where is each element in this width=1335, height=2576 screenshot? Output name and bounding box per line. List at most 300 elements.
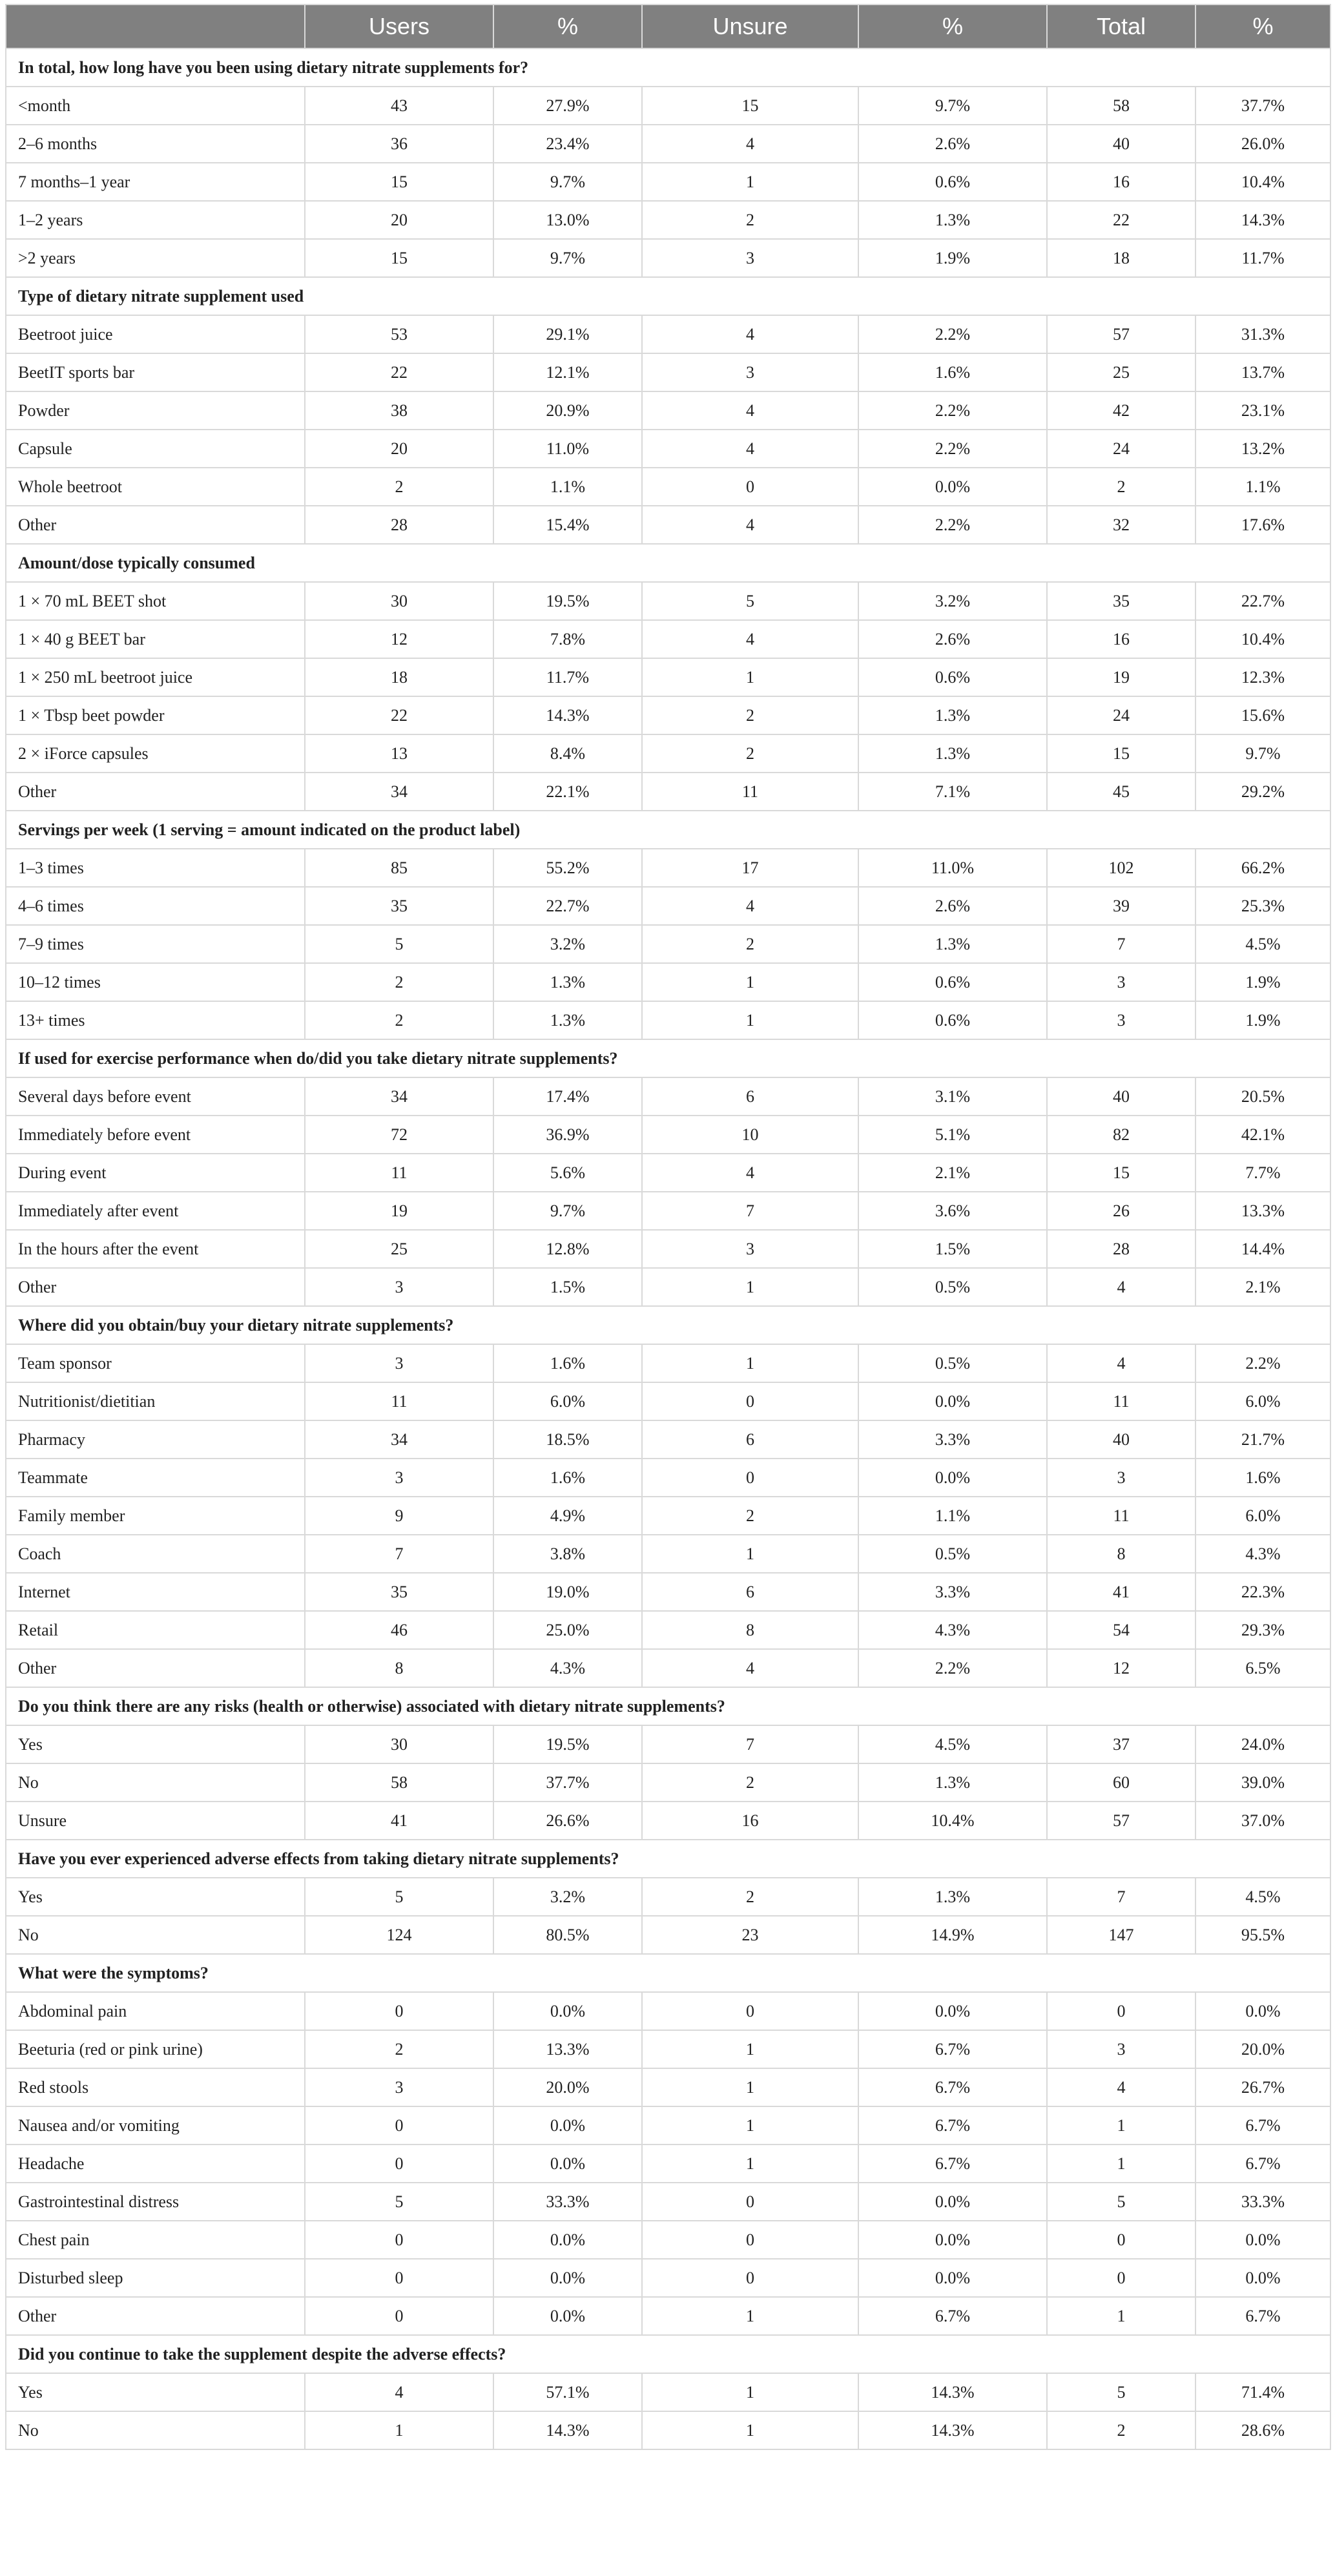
unsure-count: 1 [642,1535,858,1573]
table-row [6,2068,1330,2106]
unsure-count: 0 [642,1382,858,1420]
unsure-percent: 0.0% [858,468,1047,506]
unsure-count: 5 [642,582,858,620]
users-percent: 19.0% [493,1573,642,1611]
users-count: 85 [305,849,493,887]
users-count: 7 [305,1535,493,1573]
unsure-percent: 6.7% [858,2297,1047,2335]
row-label: No [6,2411,305,2449]
unsure-count: 2 [642,1763,858,1802]
total-percent: 22.7% [1195,582,1330,620]
users-count: 5 [305,1878,493,1916]
unsure-count: 0 [642,1459,858,1497]
table-row [6,391,1330,430]
table-row [6,163,1330,201]
total-count: 11 [1047,1382,1195,1420]
table-row [6,582,1330,620]
section-title: Servings per week (1 serving = amount indicated on the product label) [6,811,1330,849]
row-label: Immediately after event [6,1192,305,1230]
unsure-percent: 2.2% [858,315,1047,353]
section-title: Have you ever experienced adverse effects from taking dietary nitrate supplements? [6,1840,1330,1878]
total-percent: 4.5% [1195,925,1330,963]
total-percent: 23.1% [1195,391,1330,430]
section-header-row [6,544,1330,582]
users-count: 0 [305,1992,493,2030]
unsure-percent: 11.0% [858,849,1047,887]
unsure-percent: 1.3% [858,734,1047,773]
unsure-count: 15 [642,87,858,125]
total-count: 1 [1047,2145,1195,2183]
total-percent: 95.5% [1195,1916,1330,1954]
unsure-count: 2 [642,1497,858,1535]
users-count: 0 [305,2106,493,2145]
users-count: 5 [305,925,493,963]
users-percent: 0.0% [493,2297,642,2335]
table-row [6,506,1330,544]
unsure-percent: 3.2% [858,582,1047,620]
users-percent: 37.7% [493,1763,642,1802]
section-header-row [6,811,1330,849]
row-label: Yes [6,2373,305,2411]
unsure-count: 1 [642,963,858,1001]
users-percent: 0.0% [493,2221,642,2259]
total-count: 35 [1047,582,1195,620]
unsure-percent: 3.6% [858,1192,1047,1230]
unsure-percent: 0.0% [858,1459,1047,1497]
total-count: 40 [1047,125,1195,163]
total-percent: 33.3% [1195,2183,1330,2221]
users-percent: 3.8% [493,1535,642,1573]
total-count: 18 [1047,239,1195,277]
unsure-count: 23 [642,1916,858,1954]
total-count: 24 [1047,696,1195,734]
total-count: 19 [1047,658,1195,696]
total-count: 60 [1047,1763,1195,1802]
users-percent: 5.6% [493,1154,642,1192]
users-count: 11 [305,1154,493,1192]
unsure-percent: 0.6% [858,163,1047,201]
unsure-count: 4 [642,125,858,163]
header-users-percent: % [493,5,642,48]
table-row [6,658,1330,696]
unsure-count: 1 [642,2030,858,2068]
total-count: 58 [1047,87,1195,125]
total-count: 15 [1047,1154,1195,1192]
users-count: 25 [305,1230,493,1268]
unsure-count: 1 [642,2145,858,2183]
unsure-count: 1 [642,658,858,696]
row-label: Coach [6,1535,305,1573]
unsure-percent: 2.6% [858,125,1047,163]
users-percent: 55.2% [493,849,642,887]
users-count: 30 [305,582,493,620]
users-percent: 7.8% [493,620,642,658]
row-label: Internet [6,1573,305,1611]
total-percent: 21.7% [1195,1420,1330,1459]
row-label: >2 years [6,239,305,277]
total-percent: 14.4% [1195,1230,1330,1268]
section-title: What were the symptoms? [6,1954,1330,1992]
unsure-count: 3 [642,1230,858,1268]
unsure-percent: 0.6% [858,1001,1047,1039]
unsure-count: 7 [642,1192,858,1230]
total-percent: 13.3% [1195,1192,1330,1230]
unsure-count: 4 [642,430,858,468]
users-percent: 57.1% [493,2373,642,2411]
row-label: Family member [6,1497,305,1535]
users-count: 46 [305,1611,493,1649]
users-percent: 1.3% [493,963,642,1001]
users-count: 13 [305,734,493,773]
users-percent: 11.0% [493,430,642,468]
unsure-count: 4 [642,391,858,430]
users-percent: 17.4% [493,1077,642,1116]
header-unsure-percent: % [858,5,1047,48]
row-label: 1 × 40 g BEET bar [6,620,305,658]
total-count: 42 [1047,391,1195,430]
total-percent: 0.0% [1195,1992,1330,2030]
users-count: 3 [305,2068,493,2106]
unsure-percent: 0.5% [858,1344,1047,1382]
users-count: 19 [305,1192,493,1230]
unsure-count: 7 [642,1725,858,1763]
row-label: <month [6,87,305,125]
total-percent: 9.7% [1195,734,1330,773]
total-count: 41 [1047,1573,1195,1611]
unsure-percent: 1.5% [858,1230,1047,1268]
unsure-percent: 14.3% [858,2411,1047,2449]
users-percent: 12.8% [493,1230,642,1268]
table-row [6,125,1330,163]
users-percent: 13.3% [493,2030,642,2068]
users-percent: 25.0% [493,1611,642,1649]
unsure-percent: 1.3% [858,1763,1047,1802]
table-row [6,1230,1330,1268]
users-percent: 1.6% [493,1459,642,1497]
section-header-row [6,1687,1330,1725]
row-label: BeetIT sports bar [6,353,305,391]
unsure-count: 4 [642,315,858,353]
row-label: Teammate [6,1459,305,1497]
users-count: 9 [305,1497,493,1535]
unsure-percent: 9.7% [858,87,1047,125]
unsure-percent: 0.0% [858,2259,1047,2297]
total-percent: 10.4% [1195,163,1330,201]
unsure-percent: 2.2% [858,506,1047,544]
total-percent: 42.1% [1195,1116,1330,1154]
table-row [6,1916,1330,1954]
unsure-count: 1 [642,2297,858,2335]
unsure-count: 1 [642,163,858,201]
section-title: If used for exercise performance when do/did you take dietary nitrate supplements? [6,1039,1330,1077]
total-percent: 25.3% [1195,887,1330,925]
users-count: 124 [305,1916,493,1954]
users-count: 28 [305,506,493,544]
users-percent: 14.3% [493,696,642,734]
users-percent: 11.7% [493,658,642,696]
total-count: 2 [1047,468,1195,506]
users-percent: 80.5% [493,1916,642,1954]
table-row [6,2221,1330,2259]
unsure-percent: 0.0% [858,1992,1047,2030]
total-count: 7 [1047,1878,1195,1916]
table-row [6,2106,1330,2145]
total-count: 28 [1047,1230,1195,1268]
unsure-count: 16 [642,1802,858,1840]
users-count: 20 [305,201,493,239]
row-label: Pharmacy [6,1420,305,1459]
table-row [6,353,1330,391]
table-row [6,468,1330,506]
unsure-percent: 6.7% [858,2030,1047,2068]
total-count: 39 [1047,887,1195,925]
section-header-row [6,1840,1330,1878]
row-label: 1–3 times [6,849,305,887]
row-label: 4–6 times [6,887,305,925]
total-count: 3 [1047,1459,1195,1497]
unsure-percent: 0.5% [858,1535,1047,1573]
unsure-count: 2 [642,734,858,773]
unsure-count: 0 [642,2221,858,2259]
row-label: Capsule [6,430,305,468]
row-label: Retail [6,1611,305,1649]
unsure-percent: 3.1% [858,1077,1047,1116]
total-count: 0 [1047,1992,1195,2030]
row-label: Unsure [6,1802,305,1840]
users-percent: 6.0% [493,1382,642,1420]
total-percent: 6.7% [1195,2106,1330,2145]
total-count: 4 [1047,2068,1195,2106]
users-count: 11 [305,1382,493,1420]
unsure-percent: 1.6% [858,353,1047,391]
total-count: 3 [1047,2030,1195,2068]
row-label: 2 × iForce capsules [6,734,305,773]
total-percent: 12.3% [1195,658,1330,696]
unsure-count: 6 [642,1077,858,1116]
unsure-percent: 1.3% [858,696,1047,734]
row-label: During event [6,1154,305,1192]
unsure-count: 6 [642,1573,858,1611]
section-header-row [6,277,1330,315]
users-percent: 27.9% [493,87,642,125]
section-header-row [6,1306,1330,1344]
users-count: 36 [305,125,493,163]
table-row [6,1192,1330,1230]
users-percent: 23.4% [493,125,642,163]
table-row [6,773,1330,811]
unsure-count: 2 [642,696,858,734]
table-row [6,1497,1330,1535]
section-title: Did you continue to take the supplement despite the adverse effects? [6,2335,1330,2373]
users-count: 58 [305,1763,493,1802]
users-count: 4 [305,2373,493,2411]
row-label: Abdominal pain [6,1992,305,2030]
total-percent: 37.0% [1195,1802,1330,1840]
users-percent: 20.0% [493,2068,642,2106]
unsure-percent: 1.3% [858,1878,1047,1916]
total-percent: 71.4% [1195,2373,1330,2411]
users-percent: 1.1% [493,468,642,506]
users-count: 72 [305,1116,493,1154]
unsure-percent: 0.5% [858,1268,1047,1306]
users-percent: 12.1% [493,353,642,391]
row-label: 1 × 70 mL BEET shot [6,582,305,620]
unsure-percent: 3.3% [858,1420,1047,1459]
total-percent: 2.1% [1195,1268,1330,1306]
section-title: Where did you obtain/buy your dietary nitrate supplements? [6,1306,1330,1344]
section-header-row [6,48,1330,87]
table-row [6,1154,1330,1192]
total-percent: 26.0% [1195,125,1330,163]
section-header-row [6,1039,1330,1077]
users-count: 38 [305,391,493,430]
total-percent: 31.3% [1195,315,1330,353]
table-row [6,1802,1330,1840]
table-row [6,1725,1330,1763]
total-percent: 22.3% [1195,1573,1330,1611]
unsure-percent: 2.2% [858,1649,1047,1687]
total-percent: 2.2% [1195,1344,1330,1382]
users-count: 30 [305,1725,493,1763]
table-row [6,887,1330,925]
unsure-count: 0 [642,468,858,506]
unsure-percent: 6.7% [858,2145,1047,2183]
row-label: Powder [6,391,305,430]
total-percent: 13.7% [1195,353,1330,391]
total-count: 11 [1047,1497,1195,1535]
users-count: 22 [305,353,493,391]
table-row [6,620,1330,658]
header-users: Users [305,5,493,48]
unsure-percent: 0.0% [858,2221,1047,2259]
users-percent: 1.6% [493,1344,642,1382]
row-label: Nausea and/or vomiting [6,2106,305,2145]
row-label: No [6,1916,305,1954]
unsure-percent: 6.7% [858,2068,1047,2106]
total-percent: 20.5% [1195,1077,1330,1116]
users-count: 5 [305,2183,493,2221]
users-count: 0 [305,2145,493,2183]
row-label: 7–9 times [6,925,305,963]
unsure-count: 2 [642,1878,858,1916]
total-count: 24 [1047,430,1195,468]
row-label: In the hours after the event [6,1230,305,1268]
table-row [6,1116,1330,1154]
users-count: 8 [305,1649,493,1687]
table-row [6,696,1330,734]
unsure-percent: 7.1% [858,773,1047,811]
unsure-count: 4 [642,1649,858,1687]
users-percent: 3.2% [493,1878,642,1916]
table-row [6,1420,1330,1459]
table-row [6,1344,1330,1382]
unsure-count: 1 [642,2106,858,2145]
total-percent: 14.3% [1195,201,1330,239]
total-percent: 11.7% [1195,239,1330,277]
unsure-percent: 0.6% [858,658,1047,696]
users-percent: 18.5% [493,1420,642,1459]
users-count: 15 [305,163,493,201]
unsure-count: 3 [642,239,858,277]
total-count: 4 [1047,1268,1195,1306]
row-label: Other [6,1649,305,1687]
unsure-count: 1 [642,2373,858,2411]
section-header-row [6,2335,1330,2373]
row-label: No [6,1763,305,1802]
total-percent: 1.9% [1195,1001,1330,1039]
users-percent: 0.0% [493,2145,642,2183]
row-label: 13+ times [6,1001,305,1039]
unsure-percent: 14.9% [858,1916,1047,1954]
table-row [6,1459,1330,1497]
table-row [6,1382,1330,1420]
users-count: 34 [305,1420,493,1459]
users-count: 0 [305,2259,493,2297]
users-count: 43 [305,87,493,125]
total-count: 1 [1047,2106,1195,2145]
unsure-percent: 14.3% [858,2373,1047,2411]
section-title: In total, how long have you been using dietary nitrate supplements for? [6,48,1330,87]
total-percent: 6.7% [1195,2145,1330,2183]
users-percent: 20.9% [493,391,642,430]
total-count: 7 [1047,925,1195,963]
users-percent: 29.1% [493,315,642,353]
total-count: 22 [1047,201,1195,239]
row-label: Gastrointestinal distress [6,2183,305,2221]
total-count: 26 [1047,1192,1195,1230]
table-row [6,2145,1330,2183]
header-total: Total [1047,5,1195,48]
unsure-count: 10 [642,1116,858,1154]
users-percent: 36.9% [493,1116,642,1154]
total-count: 57 [1047,1802,1195,1840]
total-count: 45 [1047,773,1195,811]
row-label: Headache [6,2145,305,2183]
users-count: 35 [305,887,493,925]
unsure-percent: 0.6% [858,963,1047,1001]
row-label: Nutritionist/dietitian [6,1382,305,1420]
total-count: 5 [1047,2373,1195,2411]
total-count: 5 [1047,2183,1195,2221]
total-percent: 17.6% [1195,506,1330,544]
row-label: Other [6,506,305,544]
table-row [6,2183,1330,2221]
unsure-percent: 10.4% [858,1802,1047,1840]
row-label: Red stools [6,2068,305,2106]
total-percent: 24.0% [1195,1725,1330,1763]
users-count: 3 [305,1459,493,1497]
table-row [6,1077,1330,1116]
unsure-percent: 4.5% [858,1725,1047,1763]
unsure-percent: 1.1% [858,1497,1047,1535]
total-count: 40 [1047,1420,1195,1459]
row-label: 2–6 months [6,125,305,163]
row-label: 1 × 250 mL beetroot juice [6,658,305,696]
users-count: 53 [305,315,493,353]
total-percent: 0.0% [1195,2221,1330,2259]
users-percent: 4.9% [493,1497,642,1535]
users-percent: 9.7% [493,1192,642,1230]
section-title: Do you think there are any risks (health or otherwise) associated with dietary nitrate supplements? [6,1687,1330,1725]
users-count: 0 [305,2297,493,2335]
users-count: 2 [305,468,493,506]
users-percent: 13.0% [493,201,642,239]
unsure-percent: 1.3% [858,925,1047,963]
users-percent: 9.7% [493,163,642,201]
total-percent: 66.2% [1195,849,1330,887]
unsure-percent: 4.3% [858,1611,1047,1649]
header-unsure: Unsure [642,5,858,48]
